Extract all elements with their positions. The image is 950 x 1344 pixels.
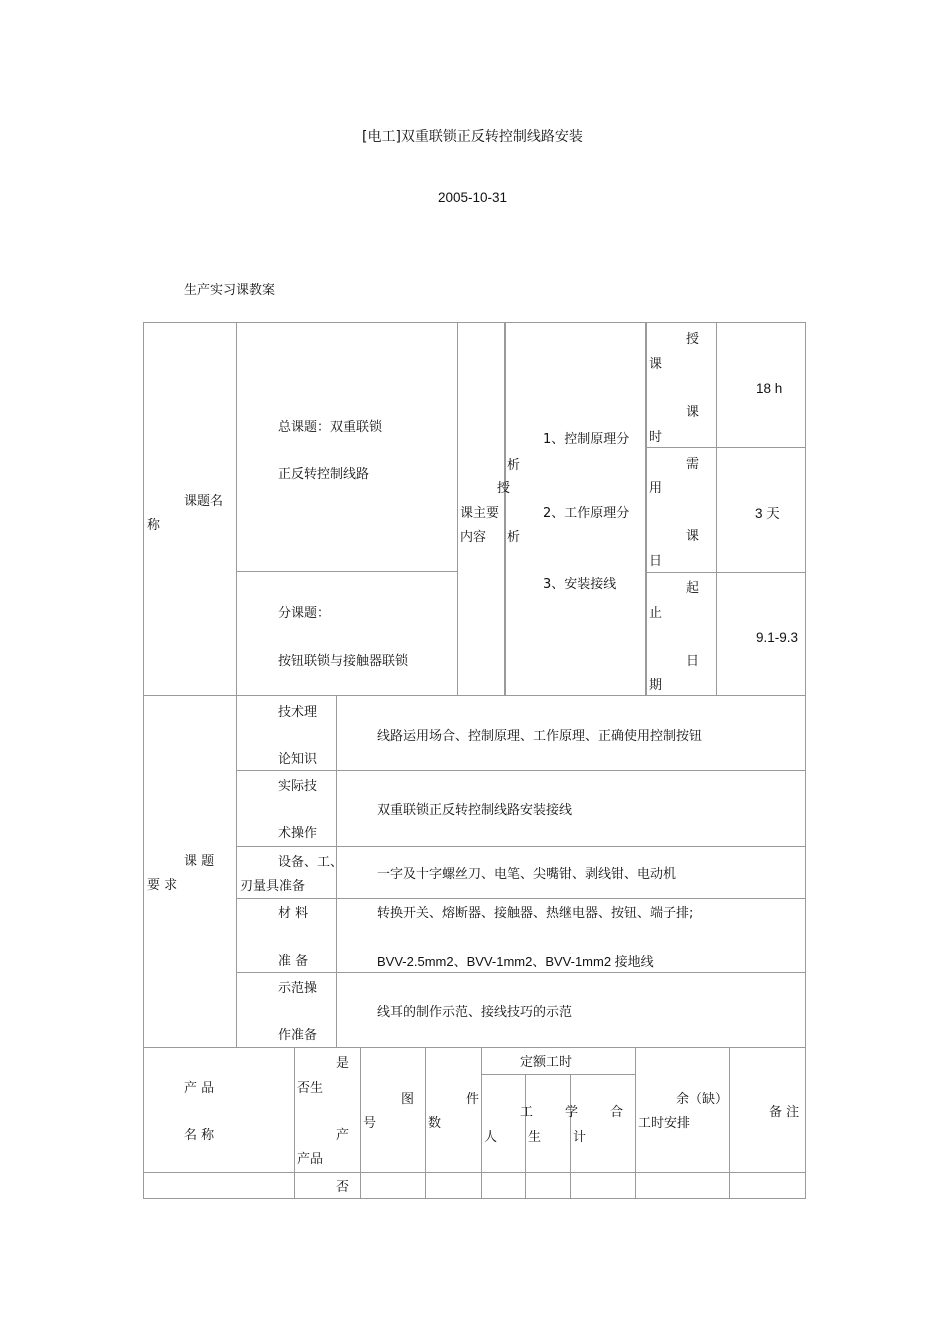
demo-label-2: 作准备: [278, 1028, 318, 1043]
theory-value: 线路运用场合、控制原理、工作原理、正确使用控制按钮: [377, 729, 703, 744]
worker-header-2: 人: [484, 1130, 498, 1145]
product-table: [143, 1047, 806, 1199]
content-item-1: 1、控制原理分: [543, 432, 630, 447]
remarks-header: 备 注: [769, 1105, 800, 1120]
product-name-header-2: 名 称: [184, 1128, 215, 1143]
days-label-char: 课: [686, 529, 700, 544]
quota-hours-header: 定额工时: [520, 1055, 573, 1070]
dates-label-char: 日: [686, 654, 700, 669]
days-label-char: 用: [649, 481, 663, 496]
quota-divider: [481, 1074, 636, 1075]
col-divider: [481, 1047, 482, 1199]
materials-value-2: BVV-2.5mm2、BVV-1mm2、BVV-1mm2 接地线: [377, 954, 654, 969]
content-label-2: 内容: [460, 530, 487, 545]
sub-topic-cell: [236, 571, 458, 696]
surplus-header-2: 工时安排: [638, 1116, 691, 1131]
hours-label-char: 时: [649, 430, 663, 445]
hours-label-char: 课: [686, 405, 700, 420]
row-divider: [236, 898, 806, 899]
col-divider: [635, 1047, 636, 1199]
theory-label: 技术理: [278, 705, 318, 720]
sub-topic-text: 分课题：: [278, 606, 331, 621]
demo-value: 线耳的制作示范、接线技巧的示范: [377, 1005, 573, 1020]
requirements-label-cell: [143, 695, 237, 1048]
sub-topic-text-2: 按钮联锁与接触器联锁: [278, 654, 409, 669]
col-divider: [729, 1047, 730, 1199]
drawing-no-header-2: 号: [363, 1116, 377, 1131]
theory-label-2: 论知识: [278, 752, 318, 767]
materials-label: 材 料: [278, 906, 309, 921]
is-product-header-4: 产品: [297, 1152, 324, 1167]
header-bottom-line: [143, 1172, 806, 1173]
materials-label-2: 准 备: [278, 954, 309, 969]
pieces-header-2: 数: [428, 1116, 442, 1131]
hours-label-char: 课: [649, 357, 663, 372]
equipment-label-2: 刃量具准备: [240, 879, 306, 894]
dates-label-char: 期: [649, 678, 663, 693]
requirements-divider: [336, 695, 337, 1048]
total-header-2: 计: [573, 1130, 587, 1145]
page-title: [电工]双重联锁正反转控制线路安装: [362, 129, 583, 145]
analysis-char-3: 析: [507, 530, 521, 545]
drawing-no-header: 图: [401, 1092, 415, 1107]
hours-label-char: 授: [686, 332, 700, 347]
col-divider: [425, 1047, 426, 1199]
requirements-label-2: 要 求: [147, 878, 178, 893]
page-subtitle: 生产实习课教案: [184, 283, 276, 298]
main-topic-text-2: 正反转控制线路: [278, 467, 370, 482]
practice-label: 实际技: [278, 779, 318, 794]
col-divider: [360, 1047, 361, 1199]
page-date: 2005-10-31: [438, 190, 508, 205]
content-item-3: 3、安装接线: [543, 577, 617, 592]
col-divider: [570, 1074, 571, 1199]
row-divider: [236, 846, 806, 847]
is-product-header-2: 否生: [297, 1081, 324, 1096]
content-label: 课主要: [460, 506, 500, 521]
dates-label-char: 起: [686, 581, 700, 596]
row-divider: [236, 972, 806, 973]
analysis-char-1: 析: [507, 458, 521, 473]
days-label-char: 需: [686, 457, 700, 472]
practice-label-2: 术操作: [278, 826, 318, 841]
pieces-header: 件: [466, 1092, 480, 1107]
course-name-label: 课题名: [184, 494, 224, 509]
product-name-header: 产 品: [184, 1081, 215, 1096]
course-name-label-2: 称: [147, 518, 161, 533]
requirements-label: 课 题: [184, 854, 215, 869]
student-header-2: 生: [528, 1130, 542, 1145]
content-item-2: 2、工作原理分: [543, 506, 630, 521]
demo-label: 示范操: [278, 981, 318, 996]
worker-header: 工: [520, 1105, 534, 1120]
equipment-value: 一字及十字螺丝刀、电笔、尖嘴钳、剥线钳、电动机: [377, 867, 677, 882]
total-header: 合: [610, 1105, 624, 1120]
student-header: 学: [565, 1105, 579, 1120]
main-topic-cell: [236, 322, 458, 572]
dates-value: 9.1-9.3: [756, 630, 799, 645]
row-divider: [236, 770, 806, 771]
equipment-label: 设备、工、: [278, 855, 344, 870]
materials-value: 转换开关、熔断器、接触器、热继电器、按钮、端子排;: [377, 906, 694, 921]
col-divider: [294, 1047, 295, 1199]
dates-label-char: 止: [649, 606, 663, 621]
is-product-header: 是: [336, 1056, 350, 1071]
analysis-char-2: 授: [497, 481, 511, 496]
days-value: 3 天: [755, 506, 780, 521]
surplus-header: 余（缺）: [676, 1092, 729, 1107]
hours-value: 18 h: [756, 381, 783, 396]
main-topic-text: 总课题：双重联锁: [278, 420, 383, 435]
table-cell: 否: [336, 1180, 350, 1195]
practice-value: 双重联锁正反转控制线路安装接线: [377, 803, 573, 818]
is-product-header-3: 产: [336, 1128, 350, 1143]
col-divider: [525, 1074, 526, 1199]
days-label-char: 日: [649, 554, 663, 569]
